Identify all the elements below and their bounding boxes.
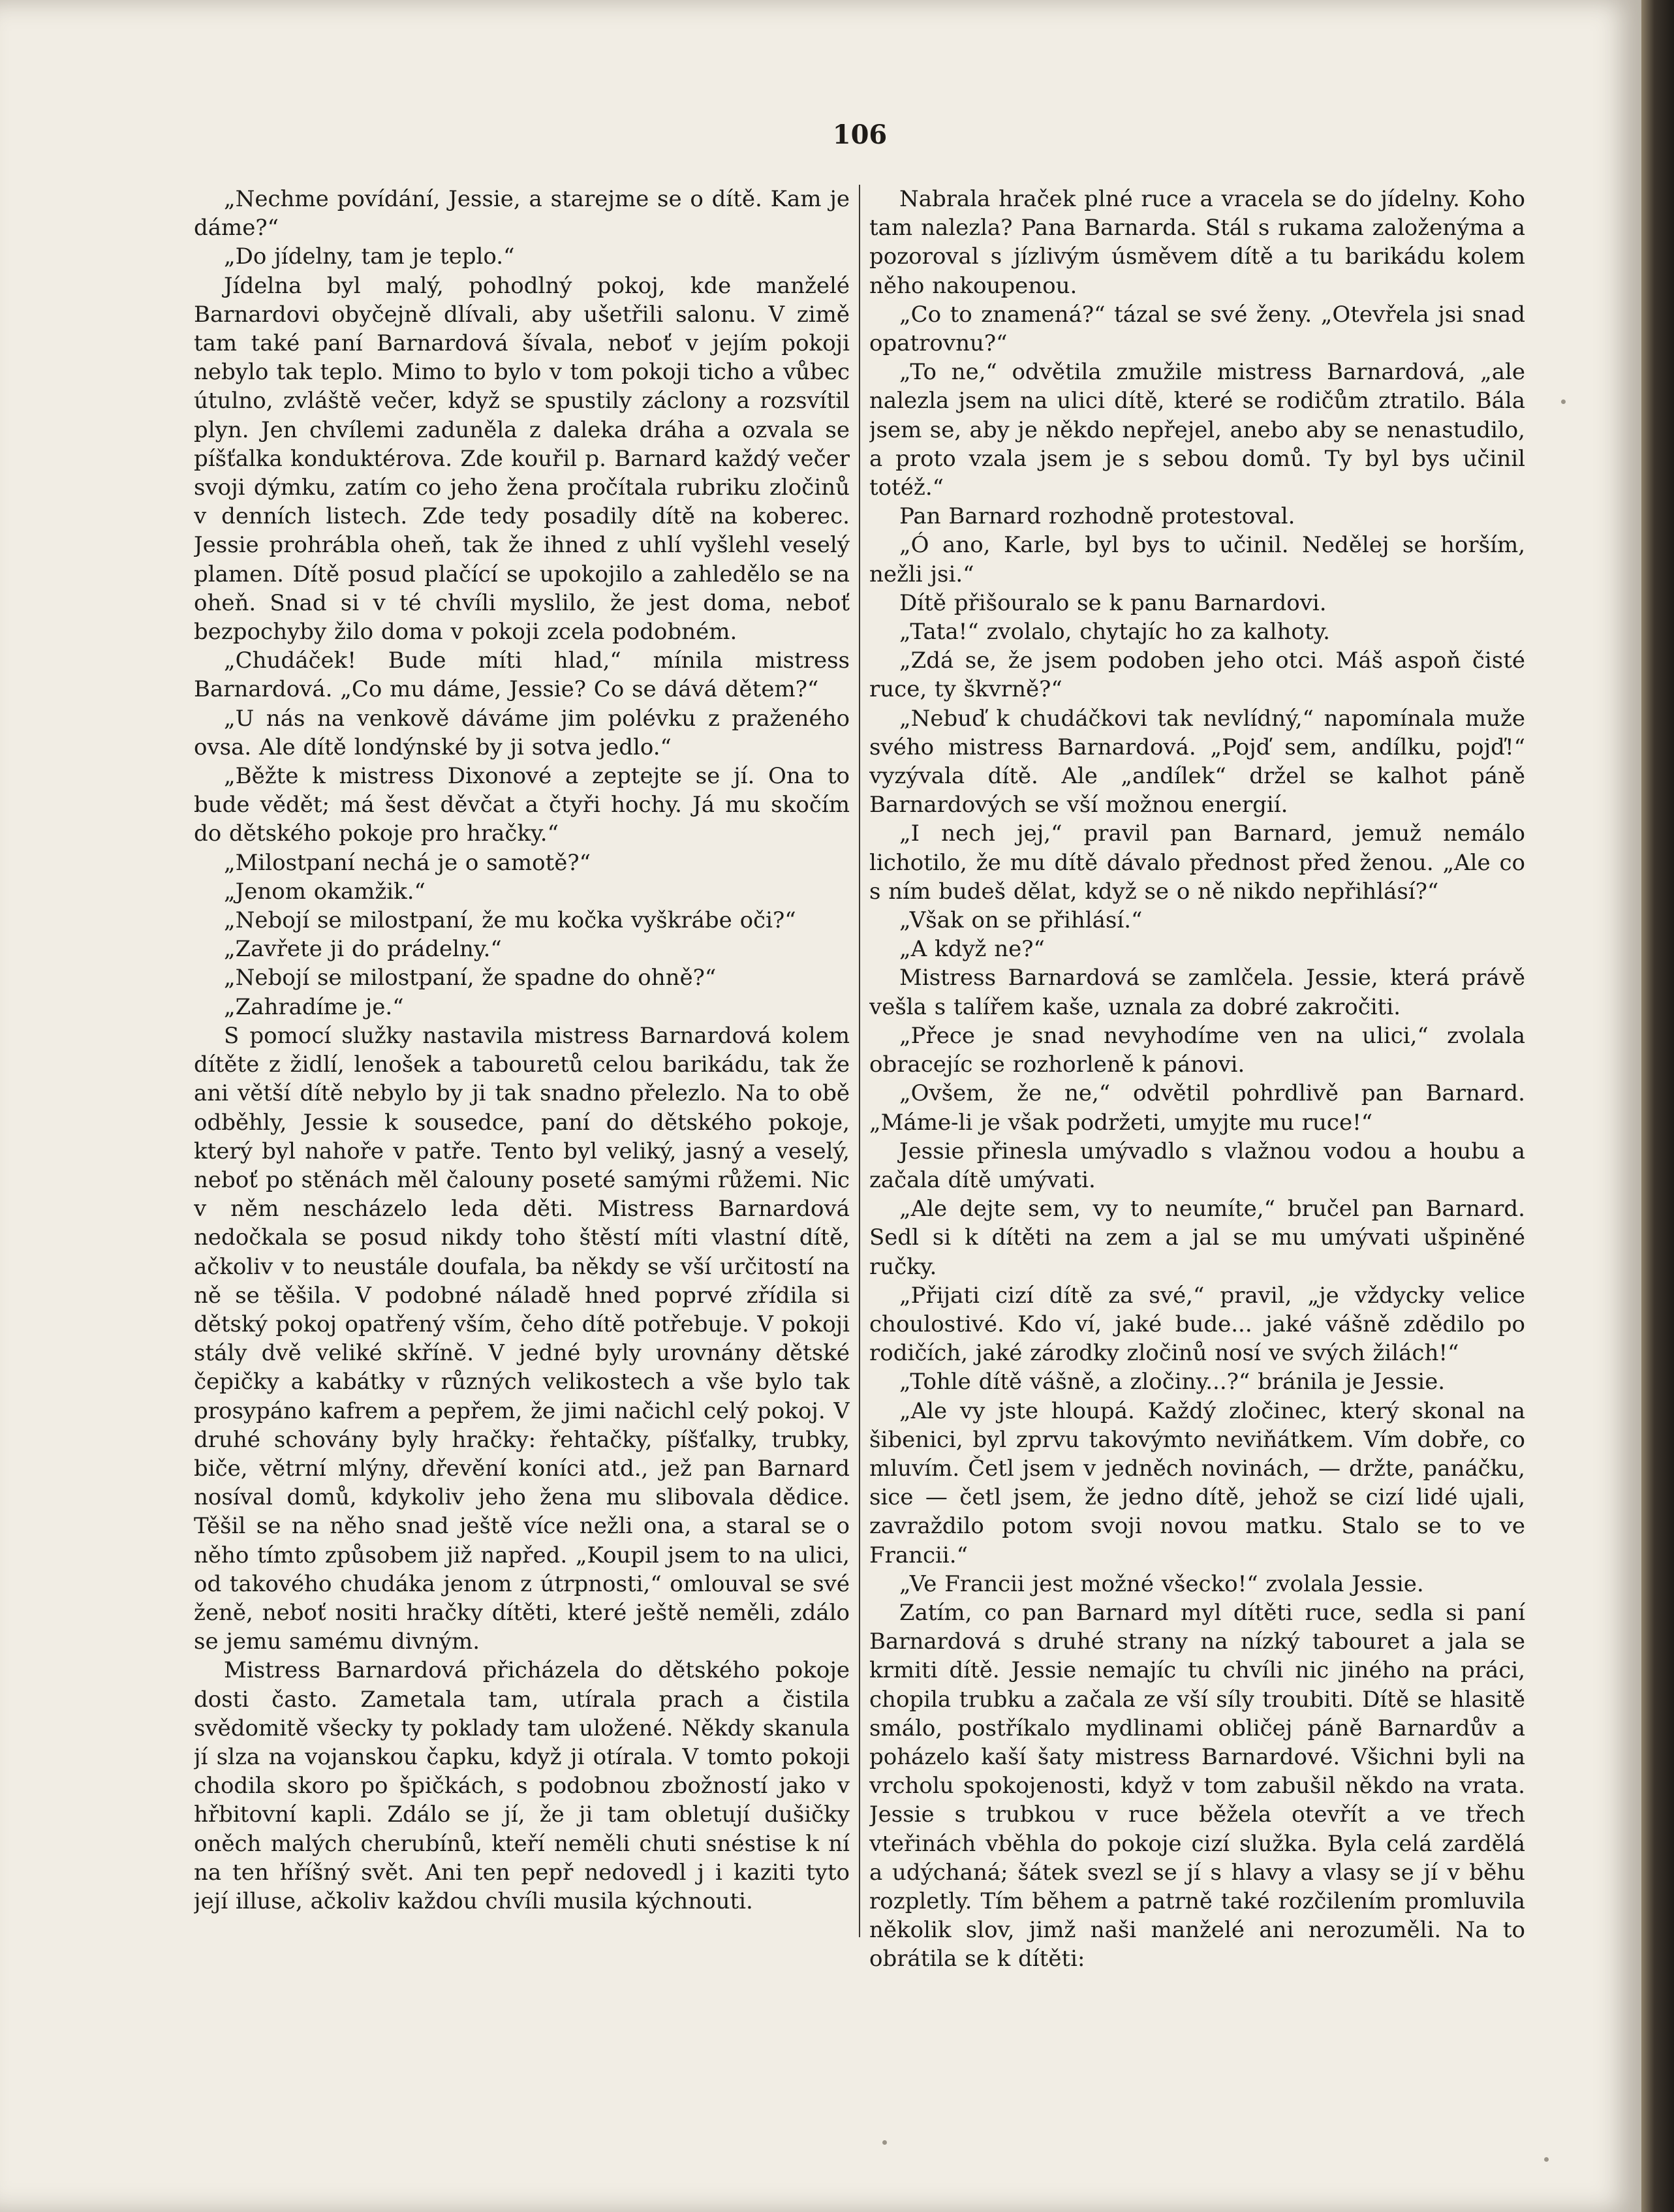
paragraph: „Ale dejte sem, vy to neumíte,“ bručel pan Barnard. Sedl si k dítěti na zem a jal se mu umývati ušpiněné ručky. bbox=[869, 1196, 1525, 1280]
paragraph: „Milostpaní nechá je o samotě?“ bbox=[224, 849, 591, 876]
paragraph: Jídelna byl malý, pohodlný pokoj, kde manželé Barnardovi obyčejně dlívali, aby ušetřili salonu. V zimě tam také paní Barnardová šívala, neboť v jejím pokoji nebylo tak teplo. Mimo to bylo v tom pokoji ticho a vůbec útulno, zvláště večer, když se spustily záclony a rozsvítil plyn. Jen chvílemi zaduněla z daleka dráha a ozvala se píšťalka konduktérova. Zde kouřil p. Barnard každý večer svoji dýmku, zatím co jeho žena pročítala rubriku zločinů v denních listech. Zde tedy posadily dítě na koberec. Jessie prohrábla oheň, tak že ihned z uhlí vyšlehl veselý plamen. Dítě posud plačící se upokojilo a zahledělo se na oheň. Snad si v té chvíli myslilo, že jest doma, neboť bezpochyby žilo doma v pokoji zcela podobném. bbox=[194, 272, 850, 646]
right-column bbox=[869, 185, 1525, 1980]
paragraph: „Tata!“ zvolalo, chytajíc ho za kalhoty. bbox=[899, 619, 1330, 646]
paragraph: „Nebojí se milostpaní, že mu kočka vyškrábe oči?“ bbox=[224, 907, 796, 934]
paper-speck bbox=[1561, 399, 1566, 404]
paragraph: „Ve Francii jest možné všecko!“ zvolala Jessie. bbox=[899, 1570, 1424, 1597]
paragraph: „Co to znamená?“ tázal se své ženy. „Otevřela jsi snad opatrovnu?“ bbox=[869, 301, 1525, 357]
paragraph: Dítě přišouralo se k panu Barnardovi. bbox=[899, 589, 1327, 616]
paragraph: „Do jídelny, tam je teplo.“ bbox=[224, 243, 515, 270]
paragraph: „Nebojí se milostpaní, že spadne do ohně?“ bbox=[224, 965, 717, 991]
paper-speck bbox=[882, 2140, 887, 2145]
paragraph: Zatím, co pan Barnard myl dítěti ruce, sedla si paní Barnardová s druhé strany na nízký tabouret a jala se krmiti dítě. Jessie nemajíc tu chvíli nic jiného na práci, chopila trubku a začala ze vší síly troubiti. Dítě se hlasitě smálo, postříkalo mydlinami obličej páně Barnardův a poházelo kaší šaty mistress Barnardové. Všichni byli na vrcholu spokojenosti, když v tom zabušil někdo na vrata. Jessie s trubkou v ruce běžela otevřít a ve třech vteřinách vběhla do pokoje cizí služka. Byla celá zardělá a udýchaná; šátek svezl se jí s hlavy a vlasy se jí v běhu rozpletly. Tím během a patrně také rozčilením promluvila několik slov, jimž naši manželé ani nerozuměli. Na to obrátila se k dítěti: bbox=[869, 1599, 1525, 1972]
paragraph: „Ó ano, Karle, byl bys to učinil. Nedělej se horším, nežli jsi.“ bbox=[869, 532, 1525, 587]
paragraph: Jessie přinesla umývadlo s vlažnou vodou a houbu a začala dítě umývati. bbox=[869, 1138, 1525, 1193]
paragraph: „Zdá se, že jsem podoben jeho otci. Máš aspoň čisté ruce, ty škvrně?“ bbox=[869, 647, 1525, 703]
paragraph: Pan Barnard rozhodně protestoval. bbox=[899, 503, 1295, 530]
paragraph: „Nebuď k chudáčkovi tak nevlídný,“ napomínala muže svého mistress Barnardová. „Pojď sem, andílku, pojď!“ vyzývala dítě. Ale „andílek“ držel se kalhot páně Barnardových se vší možnou energií. bbox=[869, 705, 1525, 818]
paragraph: „Ale vy jste hloupá. Každý zločinec, který skonal na šibenici, byl zprvu takovýmto neviňátkem. Vím dobře, co mluvím. Četl jsem v jedněch novinách, — držte, panáčku, sice — četl jsem, že jedno dítě, jehož se cizí lidé ujali, zavraždilo potom svoji novou matku. Stalo se to ve Francii.“ bbox=[869, 1397, 1525, 1568]
page-edge bbox=[1641, 0, 1674, 2212]
paragraph: „Přece je snad nevyhodíme ven na ulici,“ zvolala obracejíc se rozhorleně k pánovi. bbox=[869, 1022, 1525, 1078]
paragraph: „Chudáček! Bude míti hlad,“ mínila mistress Barnardová. „Co mu dáme, Jessie? Co se dává dětem?“ bbox=[194, 647, 850, 703]
paragraph: Nabrala hraček plné ruce a vracela se do jídelny. Koho tam nalezla? Pana Barnarda. Stál s rukama založenýma a pozoroval s jízlivým úsměvem dítě a tu barikádu kolem něho nakoupenou. bbox=[869, 186, 1525, 299]
paragraph: „Nechme povídání, Jessie, a starejme se o dítě. Kam je dáme?“ bbox=[194, 186, 850, 241]
paragraph: „To ne,“ odvětila zmužile mistress Barnardová, „ale nalezla jsem na ulici dítě, které se rodičům ztratilo. Bála jsem se, aby je někdo nepřejel, anebo aby se nenastudilo, a proto vzala jsem je s sebou domů. Ty byl bys učinil totéž.“ bbox=[869, 359, 1525, 501]
paragraph: „U nás na venkově dáváme jim polévku z praženého ovsa. Ale dítě londýnské by ji sotva jedlo.“ bbox=[194, 705, 850, 760]
paragraph: „Běžte k mistress Dixonové a zeptejte se jí. Ona to bude vědět; má šest děvčat a čtyři hochy. Já mu skočím do dětského pokoje pro hračky.“ bbox=[194, 763, 850, 847]
left-column bbox=[194, 185, 850, 1980]
paragraph: „Zahradíme je.“ bbox=[224, 993, 404, 1020]
paragraph: S pomocí služky nastavila mistress Barnardová kolem dítěte z židlí, lenošek a tabouretů celou barikádu, tak že ani větší dítě nebylo by ji tak snadno přelezlo. Na to obě odběhly, Jessie k sousedce, paní do dětského pokoje, který byl nahoře v patře. Tento byl veliký, jasný a veselý, neboť po stěnách měl čalouny poseté samými růžemi. Nic v něm nescházelo leda děti. Mistress Barnardová nedočkala se posud nikdy toho štěstí míti vlastní dítě, ačkoliv v to neustále doufala, ba někdy se vší určitostí na ně se těšila. V podobné náladě hned poprvé zřídila si dětský pokoj opatřený vším, čeho dítě potřebuje. V pokoji stály dvě veliké skříně. V jedné byly urovnány dětské čepičky a kabátky v různých velikostech a vše bylo tak prosypáno kafrem a pepřem, že jimi načichl celý pokoj. V druhé schovány byly hračky: řehtačky, píšťalky, trubky, biče, větrní mlýny, dřevění koníci atd., jež pan Barnard nosíval domů, kdykoliv jeho žena mu slibovala dědice. Těšil se na něho snad ještě více nežli ona, a staral se o něho tímto způsobem již napřed. „Koupil jsem to na ulici, od takového chudáka jenom z útrpnosti,“ omlouval se své ženě, neboť nositi hračky dítěti, které ještě neměli, zdálo se jemu samému divným. bbox=[194, 1022, 850, 1655]
paper-speck bbox=[1544, 2157, 1549, 2162]
paragraph: „Však on se přihlásí.“ bbox=[899, 907, 1143, 934]
paragraph: Mistress Barnardová přicházela do dětského pokoje dosti často. Zametala tam, utírala prach a čistila svědomitě všecky ty poklady tam uložené. Někdy skanula jí slza na vojanskou čapku, když ji otírala. V tomto pokoji chodila skoro po špičkách, s podobnou zbožností jako v hřbitovní kapli. Zdálo se jí, že ji tam obletují dušičky oněch malých cherubínů, kteří neměli chuti snéstise k ní na ten hříšný svět. Ani ten pepř nedovedl j i kaziti tyto její illuse, ačkoliv každou chvíli musila kýchnouti. bbox=[194, 1657, 850, 1914]
paragraph: „I nech jej,“ pravil pan Barnard, jemuž nemálo lichotilo, že mu dítě dávalo přednost před ženou. „Ale co s ním budeš dělat, když se o ně nikdo nepřihlásí?“ bbox=[869, 820, 1525, 905]
paragraph: „A když ne?“ bbox=[899, 936, 1045, 963]
paragraph: „Ovšem, že ne,“ odvětil pohrdlivě pan Barnard. „Máme-li je však podržeti, umyjte mu ruce!“ bbox=[869, 1080, 1525, 1136]
page-number: 106 bbox=[832, 119, 888, 150]
paragraph: „Jenom okamžik.“ bbox=[224, 878, 426, 905]
column-divider bbox=[859, 185, 860, 1937]
paragraph: „Zavřete ji do prádelny.“ bbox=[224, 936, 502, 963]
paragraph: Mistress Barnardová se zamlčela. Jessie, která právě vešla s talířem kaše, uznala za dobré zakročiti. bbox=[869, 965, 1525, 1020]
paragraph: „Tohle dítě vášně, a zločiny...?“ bránila je Jessie. bbox=[899, 1369, 1446, 1395]
paragraph: „Přijati cizí dítě za své,“ pravil, „je vždycky velice choulostivé. Kdo ví, jaké bude... jaké vášně zdědilo po rodičích, jaké zárodky zločinů nosí ve svých žilách!“ bbox=[869, 1282, 1525, 1367]
